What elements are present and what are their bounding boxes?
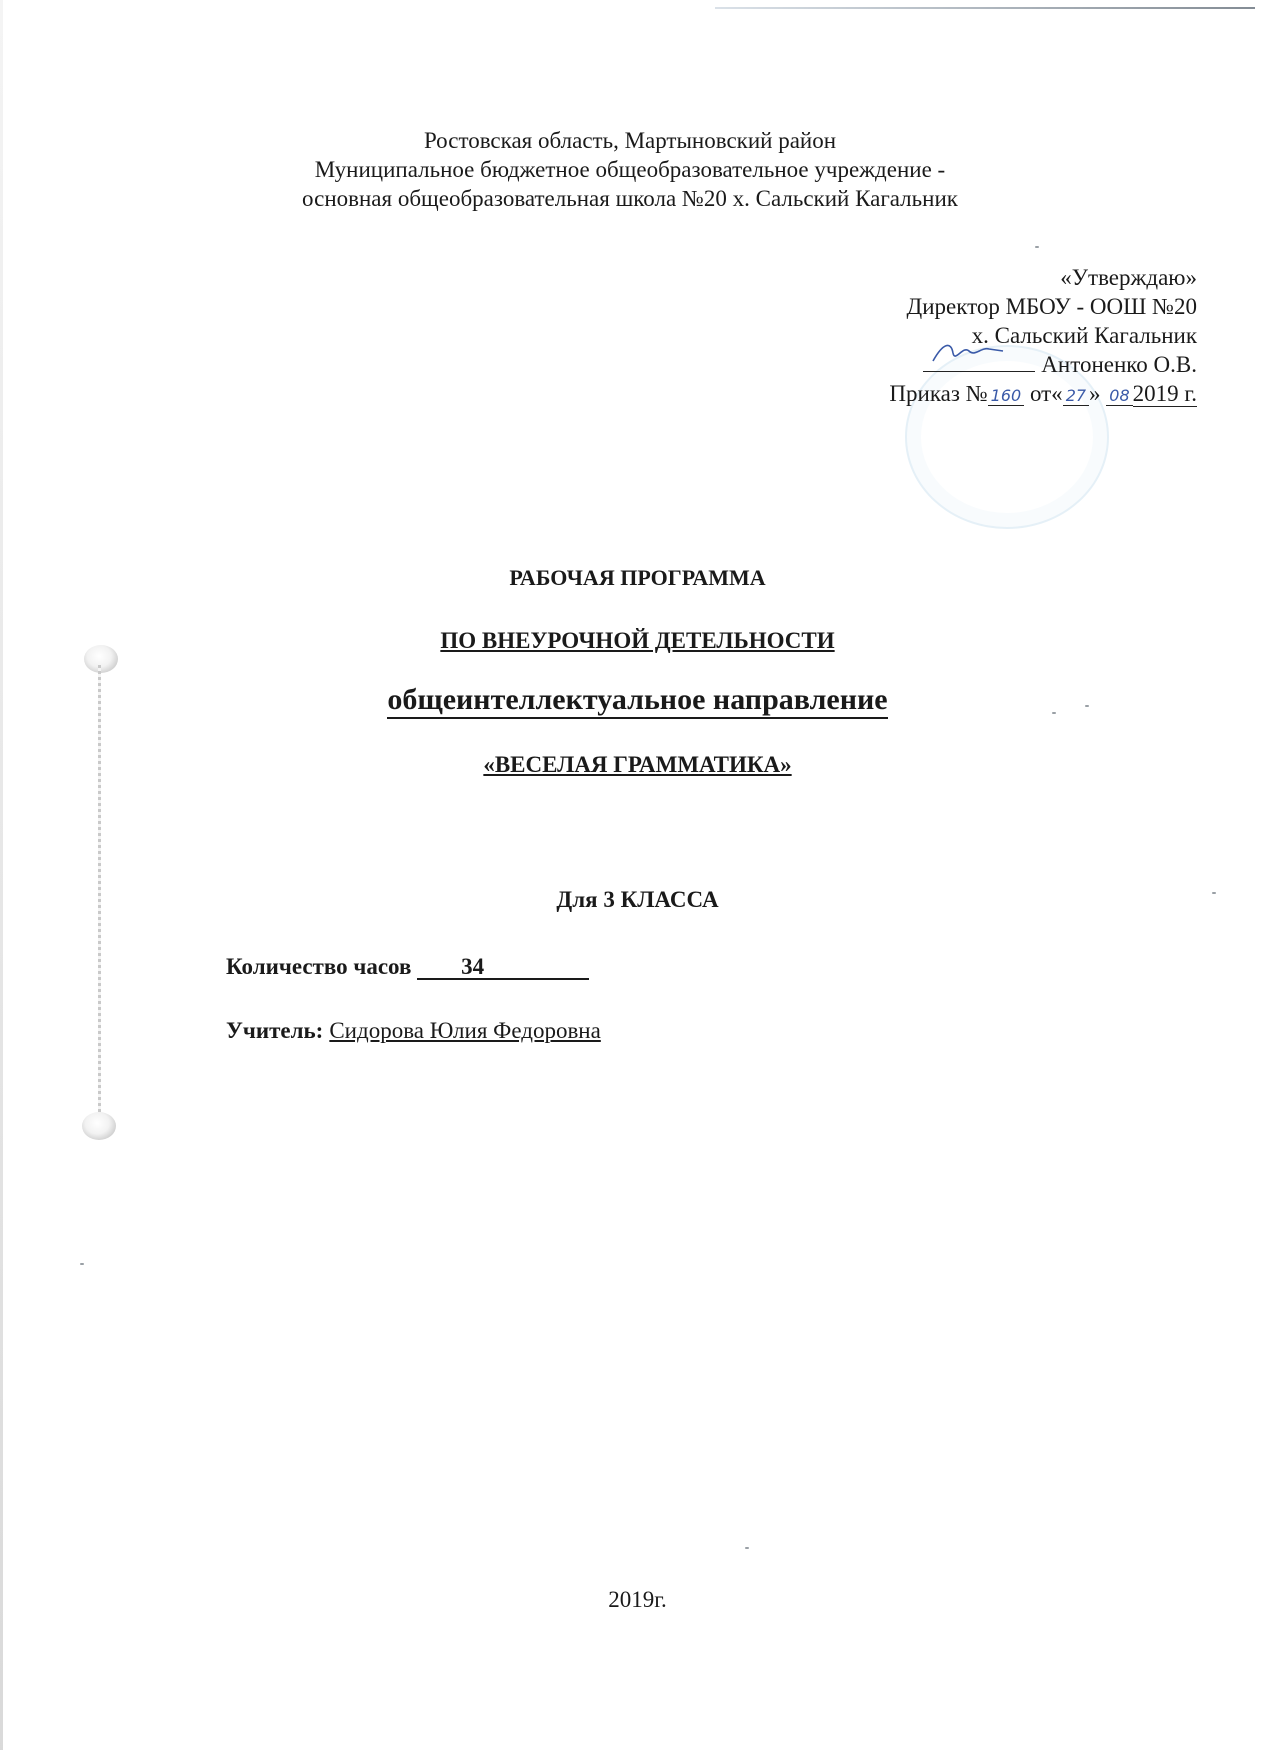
program-direction (0, 683, 1275, 717)
hours-value: 34 (417, 956, 589, 980)
header-institution: Муниципальное бюджетное общеобразовательное учреждение - (314, 157, 946, 182)
hours-line (226, 954, 589, 980)
order-prefix: Приказ № (889, 381, 988, 406)
scan-left-edge (0, 0, 3, 1750)
approval-locality: х. Сальский Кагальник (971, 323, 1197, 348)
approval-signature-line (677, 350, 1197, 379)
order-day: 27 (1063, 386, 1089, 406)
class-info: Для 3 КЛАССА (556, 887, 719, 912)
approval-title: «Утверждаю» (1060, 265, 1197, 290)
scan-speck (1035, 246, 1039, 248)
scan-speck (80, 1263, 84, 1265)
hours-label: Количество часов (226, 954, 418, 979)
header-region: Ростовская область, Мартыновский район (423, 128, 837, 153)
document-year: 2019г. (608, 1587, 667, 1612)
approval-block (677, 263, 1197, 410)
program-subtitle-text: ПО ВНЕУРОЧНОЙ ДЕТЕЛЬНОСТИ (440, 628, 835, 653)
teacher-name: Сидорова Юлия Федоровна (329, 1018, 601, 1043)
order-month: 08 (1106, 386, 1132, 406)
scan-speck (745, 1547, 749, 1549)
header-school: основная общеобразовательная школа №20 х. Сальский Кагальник (302, 186, 958, 211)
binding-hole-bottom (82, 1112, 116, 1140)
school-header (200, 126, 1060, 213)
program-name-text: «ВЕСЕЛАЯ ГРАММАТИКА» (483, 752, 792, 777)
order-mid: » (1089, 381, 1107, 406)
order-year: 2019 г. (1132, 381, 1197, 406)
scan-top-line (715, 7, 1255, 9)
program-title: РАБОЧАЯ ПРОГРАММА (509, 565, 766, 590)
approval-position: Директор МБОУ - ООШ №20 (906, 294, 1197, 319)
signature (923, 353, 1035, 372)
approval-order (677, 379, 1197, 410)
teacher-line (226, 1018, 601, 1044)
order-from: от« (1024, 381, 1063, 406)
order-number: 160 (988, 386, 1025, 406)
program-direction-text: общеинтеллектуальное направление (387, 683, 887, 719)
director-name: Антоненко О.В. (1041, 352, 1197, 377)
program-name (0, 752, 1275, 778)
program-subtitle (0, 628, 1275, 654)
teacher-label: Учитель: (226, 1018, 324, 1043)
